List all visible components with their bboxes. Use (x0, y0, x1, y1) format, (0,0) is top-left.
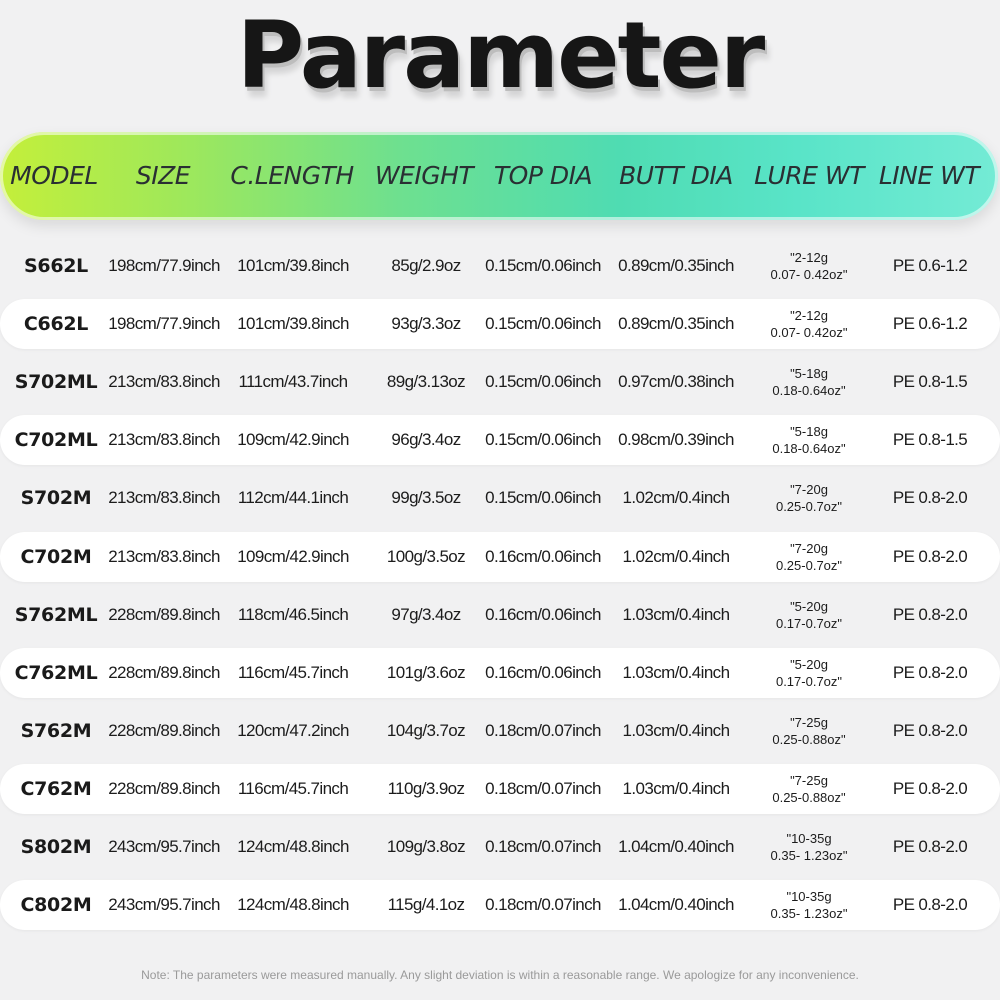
cell-size: 213cm/83.8inch (108, 547, 220, 566)
cell-weight: 115g/4.1oz (387, 895, 465, 914)
cell-c-length: 109cm/42.9inch (237, 547, 349, 566)
lure-wt-grams: "7-20g (790, 482, 828, 497)
lure-wt-grams: "7-25g (790, 773, 828, 788)
cell-size: 228cm/89.8inch (108, 663, 220, 682)
table-row (0, 299, 1000, 349)
cell-model: C702ML (14, 429, 98, 451)
cell-butt-dia: 0.97cm/0.38inch (618, 372, 734, 391)
cell-c-length: 101cm/39.8inch (237, 314, 349, 333)
cell-butt-dia: 0.98cm/0.39inch (618, 430, 734, 449)
cell-model: S802M (20, 836, 92, 858)
lure-wt-grams: "5-18g (790, 366, 828, 381)
cell-lure-wt (748, 299, 870, 349)
lure-wt-grams: "5-20g (790, 657, 828, 672)
cell-weight: 100g/3.5oz (386, 547, 466, 566)
table-row (0, 880, 1000, 930)
cell-lure-wt (748, 241, 870, 291)
header-model: MODEL (10, 161, 98, 190)
cell-weight: 110g/3.9oz (387, 779, 465, 798)
cell-butt-dia: 1.02cm/0.4inch (622, 488, 730, 507)
cell-model: S662L (24, 255, 88, 277)
table-row (0, 241, 1000, 291)
cell-top-dia: 0.16cm/0.06inch (485, 663, 601, 682)
cell-model: S702M (20, 487, 92, 509)
lure-wt-ounces: 0.17-0.7oz" (775, 674, 843, 689)
cell-lure-wt (748, 880, 870, 930)
cell-butt-dia: 1.04cm/0.40inch (618, 837, 734, 856)
cell-model: S762ML (14, 604, 98, 626)
page-title: Parameter (236, 2, 764, 109)
cell-line-wt: PE 0.6-1.2 (892, 314, 968, 333)
cell-top-dia: 0.18cm/0.07inch (485, 837, 601, 856)
lure-wt-grams: "5-18g (790, 424, 828, 439)
cell-c-length: 124cm/48.8inch (237, 895, 349, 914)
lure-wt-grams: "2-12g (790, 250, 828, 265)
table-row (0, 532, 1000, 582)
cell-lure-wt (748, 357, 870, 407)
cell-size: 243cm/95.7inch (108, 895, 220, 914)
cell-c-length: 118cm/46.5inch (237, 605, 349, 624)
cell-c-length: 109cm/42.9inch (237, 430, 349, 449)
cell-model: C702M (20, 546, 92, 568)
cell-size: 228cm/89.8inch (108, 721, 220, 740)
cell-butt-dia: 1.03cm/0.4inch (622, 721, 730, 740)
lure-wt-grams: "7-25g (790, 715, 828, 730)
cell-butt-dia: 1.03cm/0.4inch (622, 663, 730, 682)
cell-c-length: 111cm/43.7inch (238, 372, 348, 391)
cell-line-wt: PE 0.8-2.0 (892, 547, 968, 566)
lure-wt-ounces: 0.25-0.7oz" (775, 499, 843, 514)
cell-model: C762ML (14, 662, 98, 684)
cell-top-dia: 0.15cm/0.06inch (485, 372, 601, 391)
cell-size: 228cm/89.8inch (108, 605, 220, 624)
cell-weight: 97g/3.4oz (391, 605, 461, 624)
cell-butt-dia: 0.89cm/0.35inch (618, 256, 734, 275)
cell-top-dia: 0.15cm/0.06inch (485, 314, 601, 333)
cell-top-dia: 0.18cm/0.07inch (485, 895, 601, 914)
cell-c-length: 124cm/48.8inch (237, 837, 349, 856)
cell-size: 243cm/95.7inch (108, 837, 220, 856)
cell-weight: 85g/2.9oz (391, 256, 461, 275)
lure-wt-ounces: 0.17-0.7oz" (775, 616, 843, 631)
header-lure-wt: LURE WT (754, 161, 864, 190)
cell-model: C802M (20, 894, 92, 916)
cell-line-wt: PE 0.8-2.0 (892, 605, 968, 624)
header-line-wt: LINE WT (878, 161, 980, 190)
cell-top-dia: 0.15cm/0.06inch (485, 488, 601, 507)
cell-butt-dia: 1.04cm/0.40inch (618, 895, 734, 914)
cell-size: 213cm/83.8inch (108, 488, 220, 507)
cell-weight: 104g/3.7oz (386, 721, 466, 740)
header-weight: WEIGHT (374, 161, 474, 190)
lure-wt-grams: "2-12g (790, 308, 828, 323)
cell-model: S762M (20, 720, 92, 742)
cell-weight: 96g/3.4oz (391, 430, 461, 449)
lure-wt-ounces: 0.07- 0.42oz" (770, 267, 848, 282)
table-row (0, 822, 1000, 872)
table-header (0, 132, 998, 220)
cell-butt-dia: 0.89cm/0.35inch (618, 314, 734, 333)
cell-top-dia: 0.15cm/0.06inch (485, 430, 601, 449)
table-row (0, 415, 1000, 465)
table-row (0, 357, 1000, 407)
cell-top-dia: 0.16cm/0.06inch (485, 547, 601, 566)
cell-c-length: 116cm/45.7inch (237, 663, 349, 682)
table-row (0, 706, 1000, 756)
cell-size: 198cm/77.9inch (108, 314, 220, 333)
cell-model: C662L (23, 313, 89, 335)
cell-lure-wt (748, 532, 870, 582)
cell-weight: 89g/3.13oz (386, 372, 466, 391)
cell-butt-dia: 1.03cm/0.4inch (622, 605, 730, 624)
cell-top-dia: 0.18cm/0.07inch (485, 779, 601, 798)
footer-note: Note: The parameters were measured manually. Any slight deviation is within a reasonable range. We apologize for any inconvenience. (141, 968, 859, 982)
cell-weight: 93g/3.3oz (391, 314, 461, 333)
lure-wt-grams: "5-20g (790, 599, 828, 614)
cell-line-wt: PE 0.6-1.2 (892, 256, 968, 275)
lure-wt-grams: "10-35g (786, 889, 832, 904)
cell-line-wt: PE 0.8-2.0 (892, 837, 968, 856)
lure-wt-ounces: 0.18-0.64oz" (772, 383, 846, 398)
cell-line-wt: PE 0.8-2.0 (892, 779, 968, 798)
cell-line-wt: PE 0.8-2.0 (892, 721, 968, 740)
lure-wt-ounces: 0.25-0.88oz" (772, 732, 846, 747)
cell-butt-dia: 1.03cm/0.4inch (622, 779, 730, 798)
cell-weight: 101g/3.6oz (386, 663, 466, 682)
cell-c-length: 112cm/44.1inch (237, 488, 349, 507)
table-row (0, 764, 1000, 814)
cell-size: 198cm/77.9inch (108, 256, 220, 275)
cell-lure-wt (748, 706, 870, 756)
lure-wt-ounces: 0.18-0.64oz" (772, 441, 846, 456)
table-row (0, 473, 1000, 523)
lure-wt-ounces: 0.25-0.7oz" (775, 558, 843, 573)
cell-weight: 109g/3.8oz (386, 837, 466, 856)
cell-line-wt: PE 0.8-2.0 (892, 488, 968, 507)
header-size: SIZE (135, 161, 191, 190)
header-butt-dia: BUTT DIA (619, 161, 733, 190)
cell-lure-wt (748, 648, 870, 698)
cell-model: C762M (20, 778, 92, 800)
cell-c-length: 116cm/45.7inch (237, 779, 349, 798)
cell-line-wt: PE 0.8-2.0 (892, 895, 968, 914)
cell-c-length: 101cm/39.8inch (237, 256, 349, 275)
table-row (0, 590, 1000, 640)
cell-top-dia: 0.18cm/0.07inch (485, 721, 601, 740)
cell-weight: 99g/3.5oz (391, 488, 461, 507)
header-c-length: C.LENGTH (230, 161, 354, 190)
cell-size: 228cm/89.8inch (108, 779, 220, 798)
cell-lure-wt (748, 764, 870, 814)
cell-line-wt: PE 0.8-2.0 (892, 663, 968, 682)
cell-line-wt: PE 0.8-1.5 (892, 372, 968, 391)
cell-model: S702ML (14, 371, 98, 393)
cell-lure-wt (748, 473, 870, 523)
cell-line-wt: PE 0.8-1.5 (892, 430, 968, 449)
lure-wt-ounces: 0.25-0.88oz" (772, 790, 846, 805)
cell-size: 213cm/83.8inch (108, 372, 220, 391)
cell-top-dia: 0.16cm/0.06inch (485, 605, 601, 624)
cell-butt-dia: 1.02cm/0.4inch (622, 547, 730, 566)
lure-wt-grams: "7-20g (790, 541, 828, 556)
cell-lure-wt (748, 822, 870, 872)
lure-wt-ounces: 0.35- 1.23oz" (770, 906, 848, 921)
cell-top-dia: 0.15cm/0.06inch (485, 256, 601, 275)
cell-c-length: 120cm/47.2inch (237, 721, 349, 740)
lure-wt-ounces: 0.35- 1.23oz" (770, 848, 848, 863)
cell-size: 213cm/83.8inch (108, 430, 220, 449)
lure-wt-grams: "10-35g (786, 831, 832, 846)
lure-wt-ounces: 0.07- 0.42oz" (770, 325, 848, 340)
header-top-dia: TOP DIA (493, 161, 593, 190)
cell-lure-wt (748, 415, 870, 465)
cell-lure-wt (748, 590, 870, 640)
table-row (0, 648, 1000, 698)
